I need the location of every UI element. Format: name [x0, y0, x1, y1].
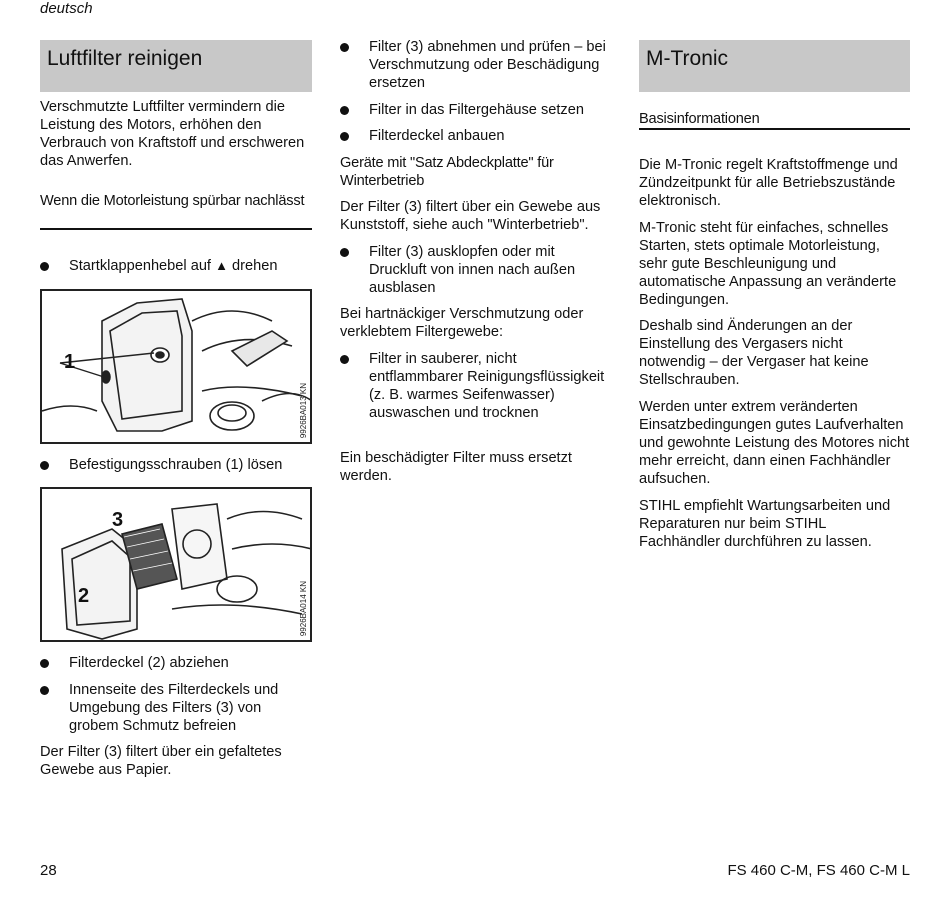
subheading-basisinformationen: Basisinformationen — [639, 111, 760, 127]
bullet-icon — [40, 659, 49, 668]
section-title-luftfilter: Luftfilter reinigen — [40, 40, 312, 92]
list-item — [340, 243, 612, 297]
subheading-motorleistung: Wenn die Motorleistung spürbar nachlässt — [40, 193, 305, 209]
model-designation: FS 460 C-M, FS 460 C-M L — [727, 862, 910, 879]
list-item — [40, 654, 312, 672]
subheading-winterbetrieb: Geräte mit "Satz Abdeckplatte" für Winterbetrieb — [340, 155, 554, 189]
language-label: deutsch — [40, 0, 93, 17]
bullet-text: Befestigungsschrauben (1) lösen — [69, 457, 283, 473]
subheading-rule — [639, 128, 910, 130]
figure-air-filter-cover — [40, 289, 312, 444]
list-item — [340, 127, 612, 145]
bullet-text: Filter in das Filtergehäuse setzen — [369, 102, 584, 118]
list-item — [340, 38, 612, 92]
list-item — [340, 101, 612, 119]
list-item — [40, 257, 312, 275]
bullet-icon — [340, 132, 349, 141]
list-item — [40, 456, 312, 474]
page-number: 28 — [40, 862, 57, 879]
bullet-icon — [40, 262, 49, 271]
bullet-text: Startklappenhebel auf — [69, 258, 211, 274]
intro-paragraph: Verschmutzte Luftfilter vermindern die Leistung des Motors, erhöhen den Verbrauch von Kraftstoff und erschweren das Anwerfen. — [40, 99, 305, 169]
bullet-text: Innenseite des Filterdeckels und Umgebung des Filters (3) von grobem Schmutz befreien — [69, 682, 279, 734]
section-title-mtronic: M-Tronic — [639, 40, 910, 92]
bullet-icon — [340, 43, 349, 52]
bullet-icon — [340, 355, 349, 364]
bullet-icon — [40, 461, 49, 470]
figure-filter-removal — [40, 487, 312, 642]
callout-1: 1 — [64, 351, 76, 373]
paragraph-verschmutzung: Bei hartnäckiger Verschmutzung oder verklebtem Filtergewebe: — [340, 306, 584, 340]
bullet-text: Filter in sauberer, nicht entflammbarer Reinigungsflüssigkeit (z. B. warmes Seifenwasser) auswaschen und trocknen — [369, 351, 605, 421]
filter-illustration — [42, 489, 312, 642]
outro-paragraph: Der Filter (3) filtert über ein gefaltetes Gewebe aus Papier. — [40, 744, 282, 778]
triangle-up-icon: ▲ — [215, 258, 228, 273]
paragraph-mtronic-5: STIHL empfiehlt Wartungsarbeiten und Reparaturen nur beim STIHL Fachhändler durchführen zu lassen. — [639, 498, 891, 550]
bullet-icon — [40, 686, 49, 695]
list-item — [340, 350, 612, 440]
paragraph-mtronic-2: M-Tronic steht für einfaches, schnelles Starten, stets optimale Motorleistung, sehr gute Beschleunigung und automatische Anpassung an veränderte Bedingungen. — [639, 220, 897, 308]
subheading-rule — [40, 228, 312, 230]
engine-illustration — [42, 291, 312, 444]
callout-3: 3 — [112, 509, 124, 531]
bullet-text: Filter (3) abnehmen und prüfen – bei Verschmutzung oder Beschädigung ersetzen — [369, 39, 606, 91]
bullet-icon — [340, 106, 349, 115]
bullet-text: Filterdeckel (2) abziehen — [69, 655, 229, 671]
bullet-icon — [340, 248, 349, 257]
paragraph-mtronic-1: Die M-Tronic regelt Kraftstoffmenge und Zündzeitpunkt für alle Betriebszustände elektronisch. — [639, 157, 898, 209]
figure-code: 9926BA013 KN — [299, 382, 308, 438]
paragraph-mtronic-3: Deshalb sind Änderungen an der Einstellung des Vergasers nicht notwendig – der Vergaser hat keine Stellschrauben. — [639, 318, 869, 388]
paragraph-mtronic-4: Werden unter extrem veränderten Einsatzbedingungen gutes Laufverhalten und gewohnte Leistung des Motores nicht mehr erreicht, dann einen Fachhändler aufsuchen. — [639, 399, 910, 487]
list-item — [40, 681, 312, 735]
figure-code: 9926BA014 KN — [299, 580, 308, 636]
paragraph-kunststoff: Der Filter (3) filtert über ein Gewebe aus Kunststoff, siehe auch "Winterbetrieb". — [340, 199, 601, 233]
bullet-text: Filter (3) ausklopfen oder mit Druckluft von innen nach außen ausblasen — [369, 244, 576, 296]
bullet-text-end: drehen — [232, 258, 278, 274]
bullet-text: Filterdeckel anbauen — [369, 128, 505, 144]
callout-2: 2 — [78, 585, 90, 607]
paragraph-ersetzen: Ein beschädigter Filter muss ersetzt werden. — [340, 450, 572, 484]
